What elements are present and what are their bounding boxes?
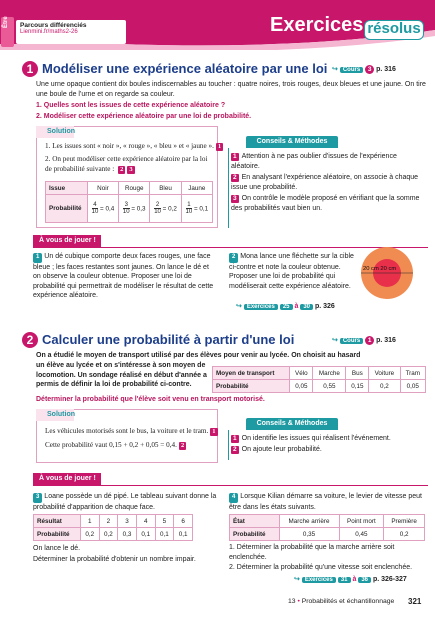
table-cell: 6 (174, 515, 193, 528)
ex1-cours-num: 3 (365, 65, 374, 74)
table-cell (87, 195, 118, 223)
vous1-ex2 (229, 252, 354, 291)
ex2-sol2-text: Cette probabilité vaut 0,15 + 0,2 + 0,05 = 0,4. (45, 441, 177, 449)
header-badge: résolus (364, 20, 424, 40)
vous2-ex4-q2: 2. Déterminer la probabilité qu'une vitesse soit enclenchée. (229, 564, 413, 571)
ex2-probability-table (212, 366, 426, 393)
ex1-q1: 1. Quelles sont les issues de cette expérience aléatoire ? (36, 102, 226, 109)
frac-den: 10 (122, 209, 130, 215)
table-cell: Noir (87, 182, 118, 195)
vous2-ex4-text: Lorsque Kilian démarre sa voiture, le levier de vitesse peut être dans les états suivants. (229, 493, 423, 511)
table-cell (181, 195, 212, 223)
table-cell: 0,1 (136, 528, 155, 541)
table-cell (119, 195, 150, 223)
vous1-ex1-text: Un dé cubique comporte deux faces rouges, une face bleue ; les faces restantes sont jaunes. On lance le dé et on observe la couleur obtenue. Proposer une loi de probabilité qui permettrait de modéliser le résultat de cette expérience aléatoire. (33, 253, 214, 300)
ex2-question: Déterminer la probabilité que l'élève soit venu en transport motorisé. (36, 396, 265, 403)
frac-result: = 0,4 (100, 205, 115, 213)
table-cell: 0,2 (369, 380, 400, 393)
target-label: 20 cm 20 cm (363, 266, 397, 272)
vous2-ex-page: p. 326-327 (372, 576, 407, 583)
table-cell: 0,1 (155, 528, 174, 541)
ex-num-badge: 4 (229, 493, 238, 503)
ex2-sol1 (45, 427, 218, 436)
ex1-method-1 (231, 152, 426, 171)
table-cell: Tram (400, 367, 425, 380)
table-cell: Probabilité (230, 528, 280, 541)
ex1-cours-label: Cours (340, 67, 363, 73)
frac-den: 10 (185, 209, 193, 215)
footer-page-number: 321 (408, 597, 422, 606)
vous1-ex-label: Exercices (244, 304, 278, 310)
vous1-ex-page: p. 326 (314, 303, 335, 310)
vous2-ex3-q1: On lance le dé. (33, 545, 81, 552)
ex2-number: 2 (22, 332, 38, 348)
table-cell: 0,3 (118, 528, 137, 541)
ex1-method-2 (231, 173, 426, 192)
table-cell: Bus (346, 367, 369, 380)
ex1-method-3 (231, 194, 426, 213)
table-cell: Vélo (290, 367, 313, 380)
table-row (34, 528, 193, 541)
ex1-sol1-ref: 1 (217, 143, 222, 150)
table-cell: 0,55 (313, 380, 346, 393)
table-cell: Marche arrière (279, 515, 339, 528)
ex1-sol2-ref-a: 2 (120, 165, 124, 173)
ex1-sol2-ref-b: 3 (129, 165, 133, 173)
vous2-ex3-q2: Déterminer la probabilité d'obtenir un nombre impair. (33, 556, 196, 563)
ex2-solution-label: Solution (36, 409, 74, 421)
vous1-ex1 (33, 252, 217, 301)
vous2-ex4-table (229, 514, 425, 541)
links-title: Parcours différenciés (20, 22, 87, 29)
method-num: 2 (233, 446, 237, 453)
frac-result: = 0,3 (131, 205, 146, 213)
ex2-cours-ref[interactable]: ↪ Cours 1 p. 316 (332, 337, 396, 344)
header-title: Exercices (270, 14, 364, 36)
frac-den: 10 (91, 209, 99, 215)
vous2-ex4 (229, 492, 427, 512)
vous2-label: À vous de jouer ! (33, 473, 101, 485)
table-cell: État (230, 515, 280, 528)
table-cell: 0,45 (339, 528, 384, 541)
table-row (34, 515, 193, 528)
table-row (230, 515, 425, 528)
table-cell: Marche (313, 367, 346, 380)
table-cell: Première (384, 515, 425, 528)
table-cell: 0,15 (346, 380, 369, 393)
table-cell: 5 (155, 515, 174, 528)
table-cell: 0,05 (400, 380, 425, 393)
vous2-ex-to: 36 (358, 577, 371, 583)
ex2-sol1-ref: 1 (212, 428, 216, 435)
ex2-sol2 (45, 441, 186, 450)
target-figure (359, 238, 415, 308)
vous1-ex-from: 25 (280, 304, 293, 310)
ex2-statement-top: On a étudié le moyen de transport utilisé par des élèves pour venir au lycée. On choisit au hasard (36, 352, 361, 359)
table-cell: Probabilité (46, 195, 88, 223)
table-cell: 3 (118, 515, 137, 528)
table-cell: 0,2 (99, 528, 118, 541)
frac-den: 10 (154, 209, 161, 215)
frac-num: 4 (93, 201, 97, 208)
vous2-ex-label: Exercices (302, 577, 336, 583)
ex-num-badge: 3 (33, 493, 42, 503)
table-cell: 0,35 (279, 528, 339, 541)
ex1-title: Modéliser une expérience aléatoire par une loi (42, 61, 328, 76)
ex2-methods-title: Conseils & Méthodes (246, 418, 338, 430)
ex2-title: Calculer une probabilité à partir d'une loi (42, 332, 295, 347)
ex2-method-2 (231, 445, 426, 455)
table-cell: 2 (99, 515, 118, 528)
ex2-cours-num: 1 (365, 336, 374, 345)
ex1-sol2 (45, 155, 215, 174)
side-tab-label: Être (3, 16, 9, 28)
ex2-cours-page: p. 316 (376, 337, 396, 344)
table-cell (150, 195, 181, 223)
vous2-ex3 (33, 492, 223, 512)
table-row (46, 182, 213, 195)
method-text: En analysant l'expérience aléatoire, on associe à chaque issue une probabilité. (231, 174, 419, 191)
table-row (230, 528, 425, 541)
vous2-ex3-text: Loane possède un dé pipé. Le tableau suivant donne la probabilité d'apparition de chaque face. (33, 493, 217, 511)
ex2-statement-left: un élève au lycée et on s'intéresse à son moyen de locomotion. Un sondage réalisé en début d'année a permis de définir la loi de probabilité ci-contre. (36, 362, 207, 389)
ex1-methods-title: Conseils & Méthodes (246, 136, 338, 148)
ex1-sol1-text: 1. Les issues sont « noir », « rouge », « bleu » et « jaune ». (45, 142, 214, 150)
method-num: 1 (233, 153, 237, 160)
ex2-sol2-ref: 2 (180, 442, 185, 449)
table-cell: Résultat (34, 515, 81, 528)
vous2-rule (33, 485, 428, 486)
frac-result: = 0,2 (162, 205, 177, 213)
method-text: On identifie les issues qui réalisent l'événement. (241, 435, 391, 442)
table-cell: 0,05 (290, 380, 313, 393)
ex2-method-1 (231, 434, 426, 444)
table-row (46, 195, 213, 223)
table-cell: Point mort (339, 515, 384, 528)
vous1-label: À vous de jouer ! (33, 235, 101, 247)
ex2-sol1-text: Les véhicules motorisés sont le bus, la voiture et le tram. (45, 427, 209, 435)
table-cell: Probabilité (34, 528, 81, 541)
links-box[interactable] (16, 20, 126, 44)
method-num: 1 (233, 435, 237, 442)
vous1-ex2-text: Mona lance une fléchette sur la cible ci-contre et note la couleur obtenue. Proposer une loi de probabilité qui modéliserait cette expérience aléatoire. (229, 253, 354, 290)
ex1-sol1 (45, 142, 223, 151)
table-cell: Moyen de transport (213, 367, 290, 380)
vous1-ex-to: 30 (300, 304, 313, 310)
ex1-probability-table (45, 181, 213, 223)
vous2-exercises-ref[interactable]: ↪ Exercices 31 à 36 p. 326-327 (294, 576, 407, 583)
ex1-solution-label: Solution (36, 126, 74, 138)
table-row (213, 380, 426, 393)
vous2-ex3-table (33, 514, 193, 541)
table-cell: Bleu (150, 182, 181, 195)
table-cell: 0,1 (174, 528, 193, 541)
frac-num: 3 (124, 201, 128, 208)
ex1-cours-page: p. 316 (376, 66, 396, 73)
vous1-exercises-ref[interactable]: ↪ Exercices 25 à 30 p. 326 (236, 303, 335, 310)
ex1-q2: 2. Modéliser cette expérience aléatoire par une loi de probabilité. (36, 113, 252, 120)
table-cell: 1 (80, 515, 99, 528)
table-cell: Jaune (181, 182, 212, 195)
table-cell: 0,2 (80, 528, 99, 541)
ex-num-badge: 2 (229, 253, 238, 263)
method-text: Attention à ne pas oublier d'issues de l'expérience aléatoire. (231, 153, 397, 170)
table-cell: 0,2 (384, 528, 425, 541)
table-cell: Issue (46, 182, 88, 195)
ex-num-badge: 1 (33, 253, 42, 263)
frac-num: 2 (155, 201, 160, 208)
ex1-cours-ref[interactable]: ↪ Cours 3 p. 316 (332, 66, 396, 73)
method-text: On ajoute leur probabilité. (241, 446, 322, 453)
ex1-number: 1 (22, 61, 38, 77)
vous2-ex-from: 31 (338, 577, 351, 583)
table-cell: Probabilité (213, 380, 290, 393)
method-text: On contrôle le modèle proposé en vérifiant que la somme des probabilités vaut bien un. (231, 195, 420, 212)
ex1-sol2-text: 2. On peut modéliser cette expérience aléatoire par la loi de probabilité suivante : (45, 155, 208, 173)
footer-chapter: 13 (288, 598, 296, 605)
ex2-cours-label: Cours (340, 338, 363, 344)
table-cell: Rouge (119, 182, 150, 195)
method-num: 2 (233, 174, 237, 181)
vous2-ex4-q1: 1. Déterminer la probabilité que la marche arrière soit enclenchée. (229, 544, 395, 561)
frac-result: = 0,1 (193, 205, 209, 213)
table-cell: 4 (136, 515, 155, 528)
ex1-statement: Une urne opaque contient dix boules indiscernables au toucher : quatre noires, trois rouges, deux bleues et une jaune. On tire une boule de l'urne et on regarde sa couleur. (36, 81, 426, 98)
table-cell: Voiture (369, 367, 400, 380)
method-num: 3 (233, 195, 237, 202)
footer-title: Probabilités et échantillonnage (301, 598, 395, 605)
frac-num: 1 (187, 201, 191, 208)
table-row (213, 367, 426, 380)
links-url[interactable]: Lienmini.fr/maths2-26 (20, 29, 78, 35)
footer: 13 • Probabilités et échantillonnage (288, 598, 395, 605)
